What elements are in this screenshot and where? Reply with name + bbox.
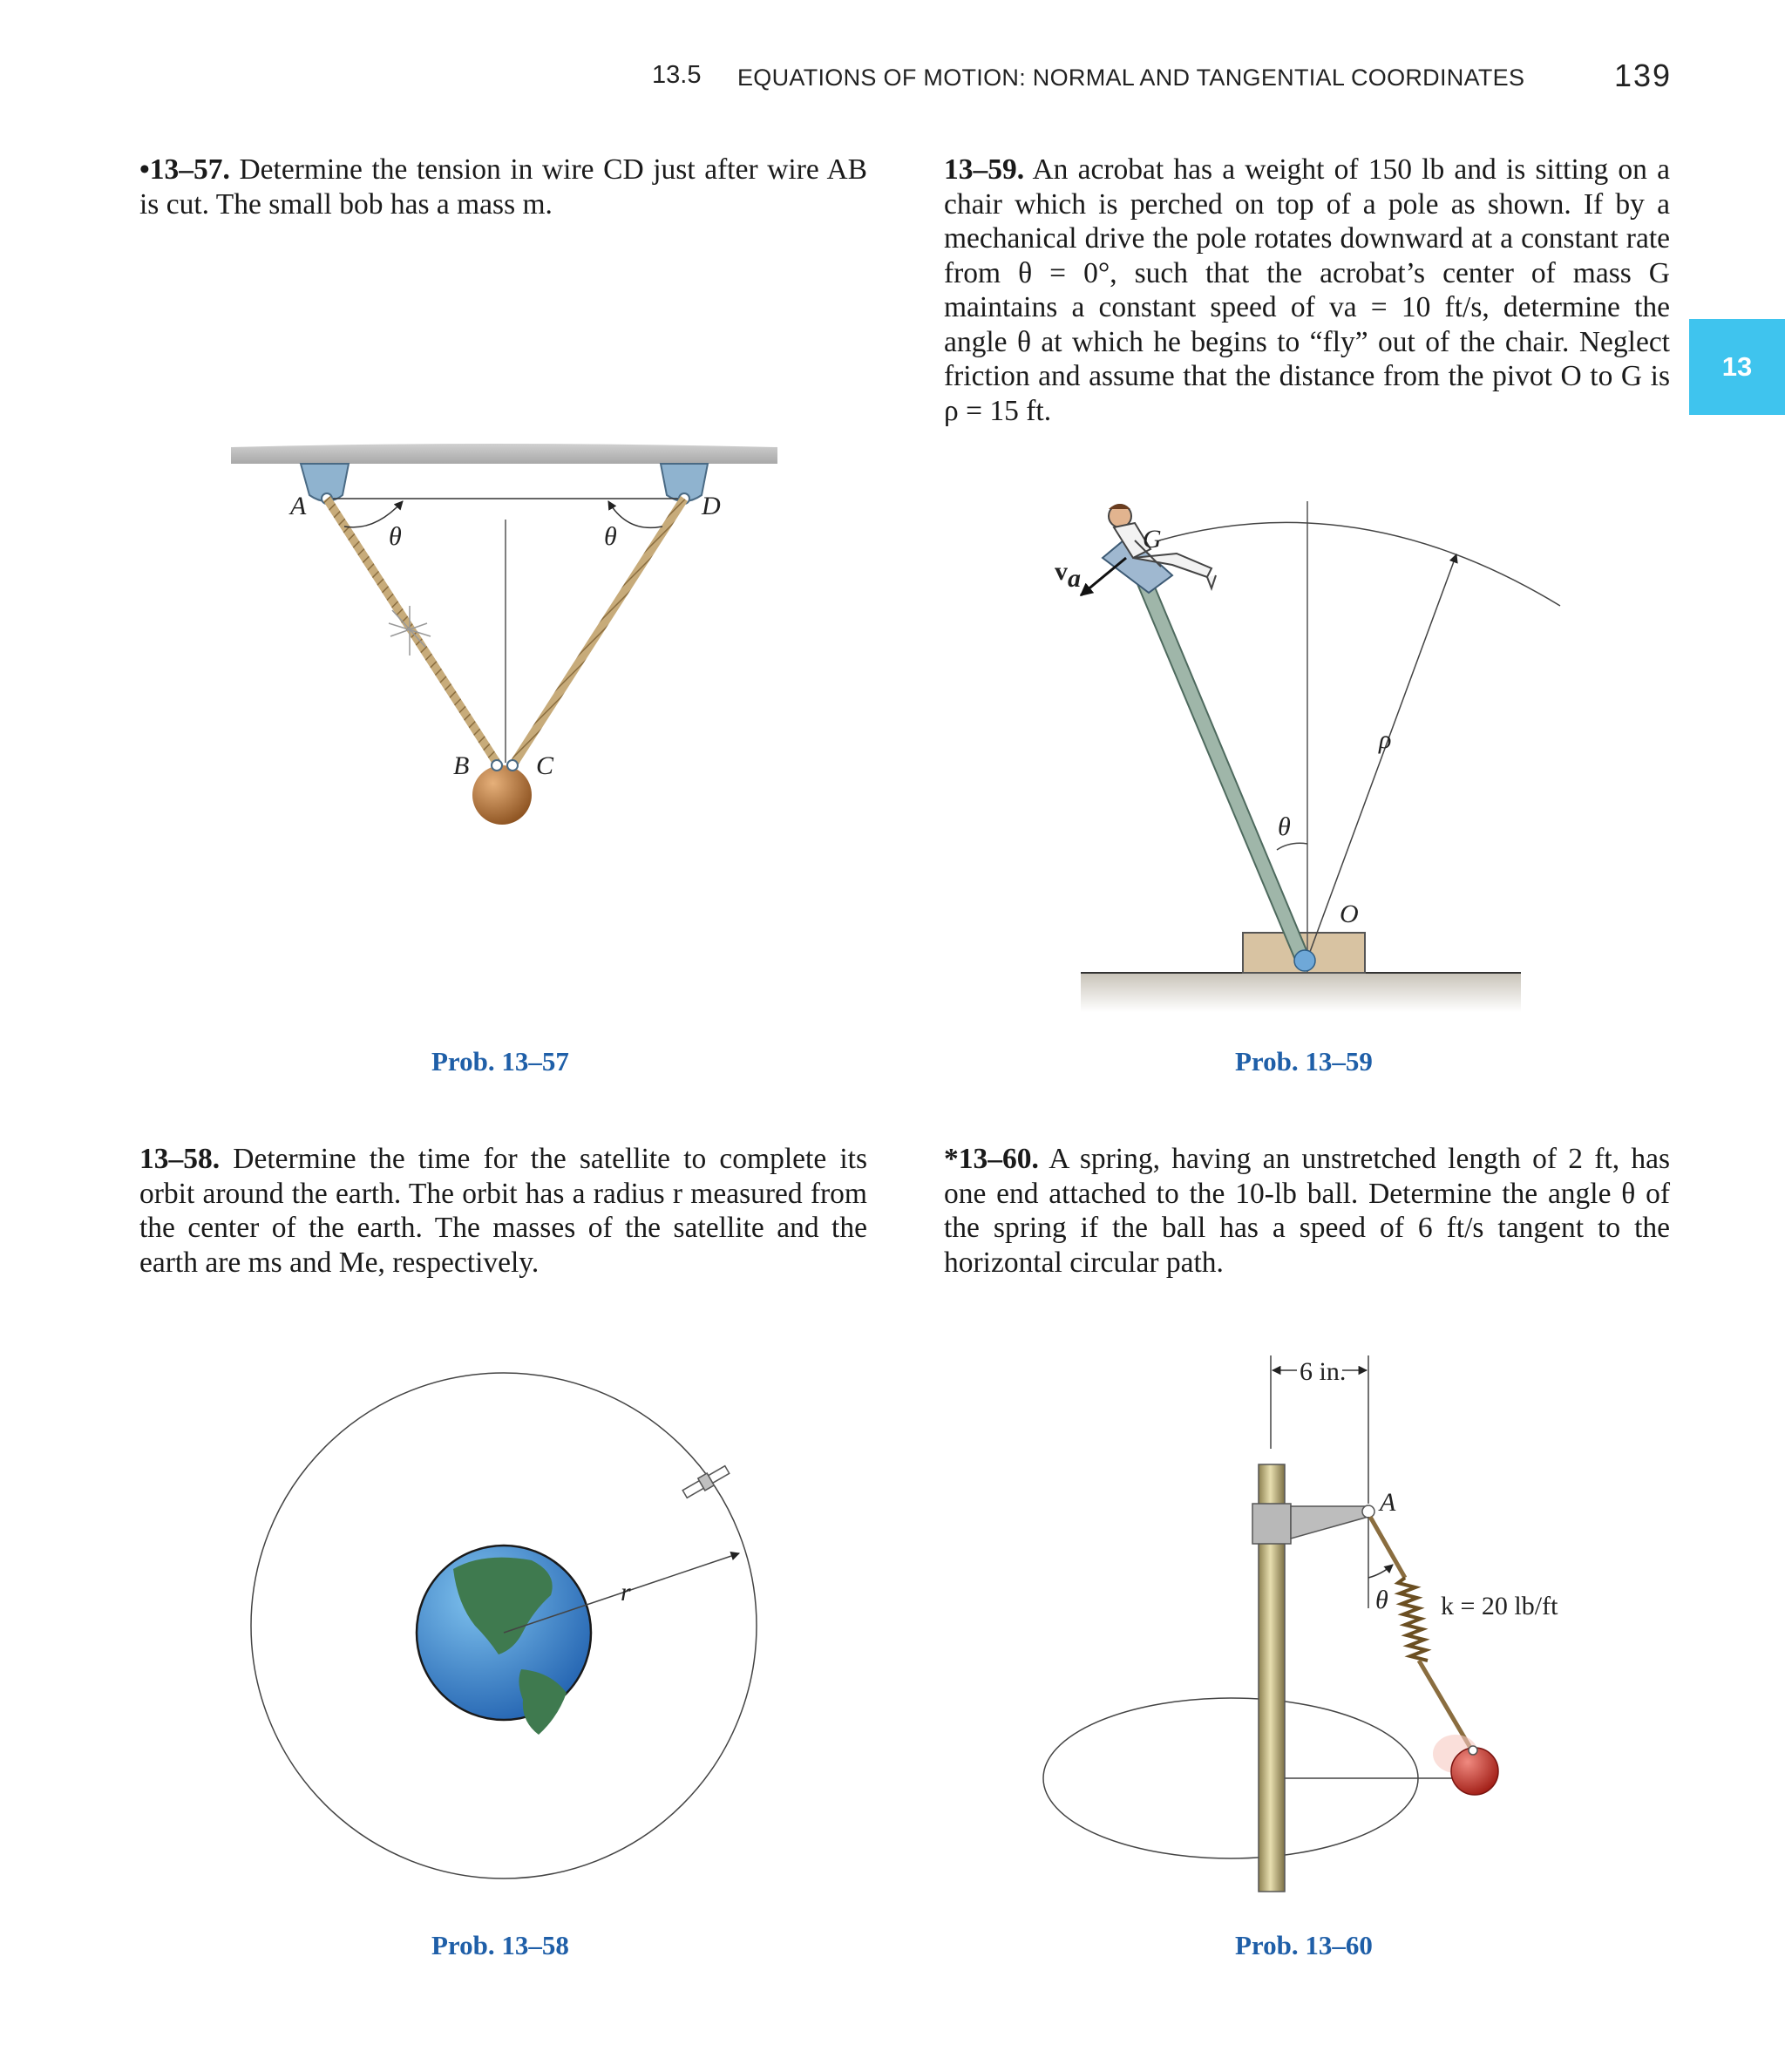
caption-13-58: Prob. 13–58 — [431, 1930, 569, 1960]
figure-13-60 — [1043, 1355, 1558, 1892]
label-va: va — [1055, 557, 1081, 593]
problem-number: 13–58. — [139, 1143, 221, 1175]
problem-statement: A spring, having an unstretched length of 2 ft, has one end attached to the 10-lb ball. Determine the angle θ of the spring if the ball has a speed of 6 ft/s tangent to the horizontal circular path. — [944, 1143, 1671, 1279]
label-theta: θ — [1375, 1586, 1388, 1614]
section-title: EQUATIONS OF MOTION: NORMAL AND TANGENTIAL COORDINATES — [737, 65, 1525, 91]
label-rho: ρ — [1379, 725, 1392, 754]
page-number: 139 — [1614, 58, 1673, 93]
problem-statement: Determine the time for the satellite to complete its orbit around the earth. The orbit has a radius r measured from the center of the earth. The masses of the satellite and the earth are ms and Me, respectively. — [139, 1143, 867, 1279]
caption-13-60: Prob. 13–60 — [1235, 1930, 1373, 1960]
label-b: B — [453, 751, 470, 780]
caption-13-59: Prob. 13–59 — [1235, 1046, 1373, 1077]
problem-statement: An acrobat has a weight of 150 lb and is sitting on a chair which is perched on top of a pole as shown. If by a mechanical drive the pole rotates downward at a constant rate from θ = 0°, such that the acrobat’s center of mass G maintains a constant speed of va = 10 ft/s, determine the angle θ at which he begins to “fly” out of the chair. Neglect friction and assume that the distance from the pivot O to G is ρ = 15 ft. — [944, 153, 1670, 427]
label-a: A — [290, 492, 307, 520]
problem-number: •13–57. — [139, 153, 230, 186]
label-k: k = 20 lb/ft — [1441, 1592, 1558, 1620]
figure-13-57 — [231, 444, 777, 825]
label-d: D — [702, 492, 721, 520]
problem-statement: Determine the tension in wire CD just after wire AB is cut. The small bob has a mass m. — [139, 153, 868, 221]
label-theta-right: θ — [604, 522, 617, 551]
label-dimension: 6 in. — [1300, 1357, 1347, 1386]
label-r: r — [621, 1578, 631, 1607]
chapter-tab: 13 — [1689, 319, 1785, 415]
label-theta-left: θ — [389, 522, 402, 551]
caption-13-57: Prob. 13–57 — [431, 1046, 569, 1077]
figure-13-58 — [251, 1373, 757, 1878]
label-o: O — [1340, 900, 1359, 928]
label-theta: θ — [1278, 812, 1291, 841]
label-c: C — [536, 751, 554, 780]
label-a: A — [1380, 1488, 1396, 1517]
section-number: 13.5 — [652, 61, 702, 89]
figure-13-59 — [1055, 501, 1560, 1012]
label-g: G — [1143, 525, 1162, 554]
problem-number: 13–59. — [944, 153, 1025, 186]
problem-number: *13–60. — [944, 1143, 1039, 1175]
